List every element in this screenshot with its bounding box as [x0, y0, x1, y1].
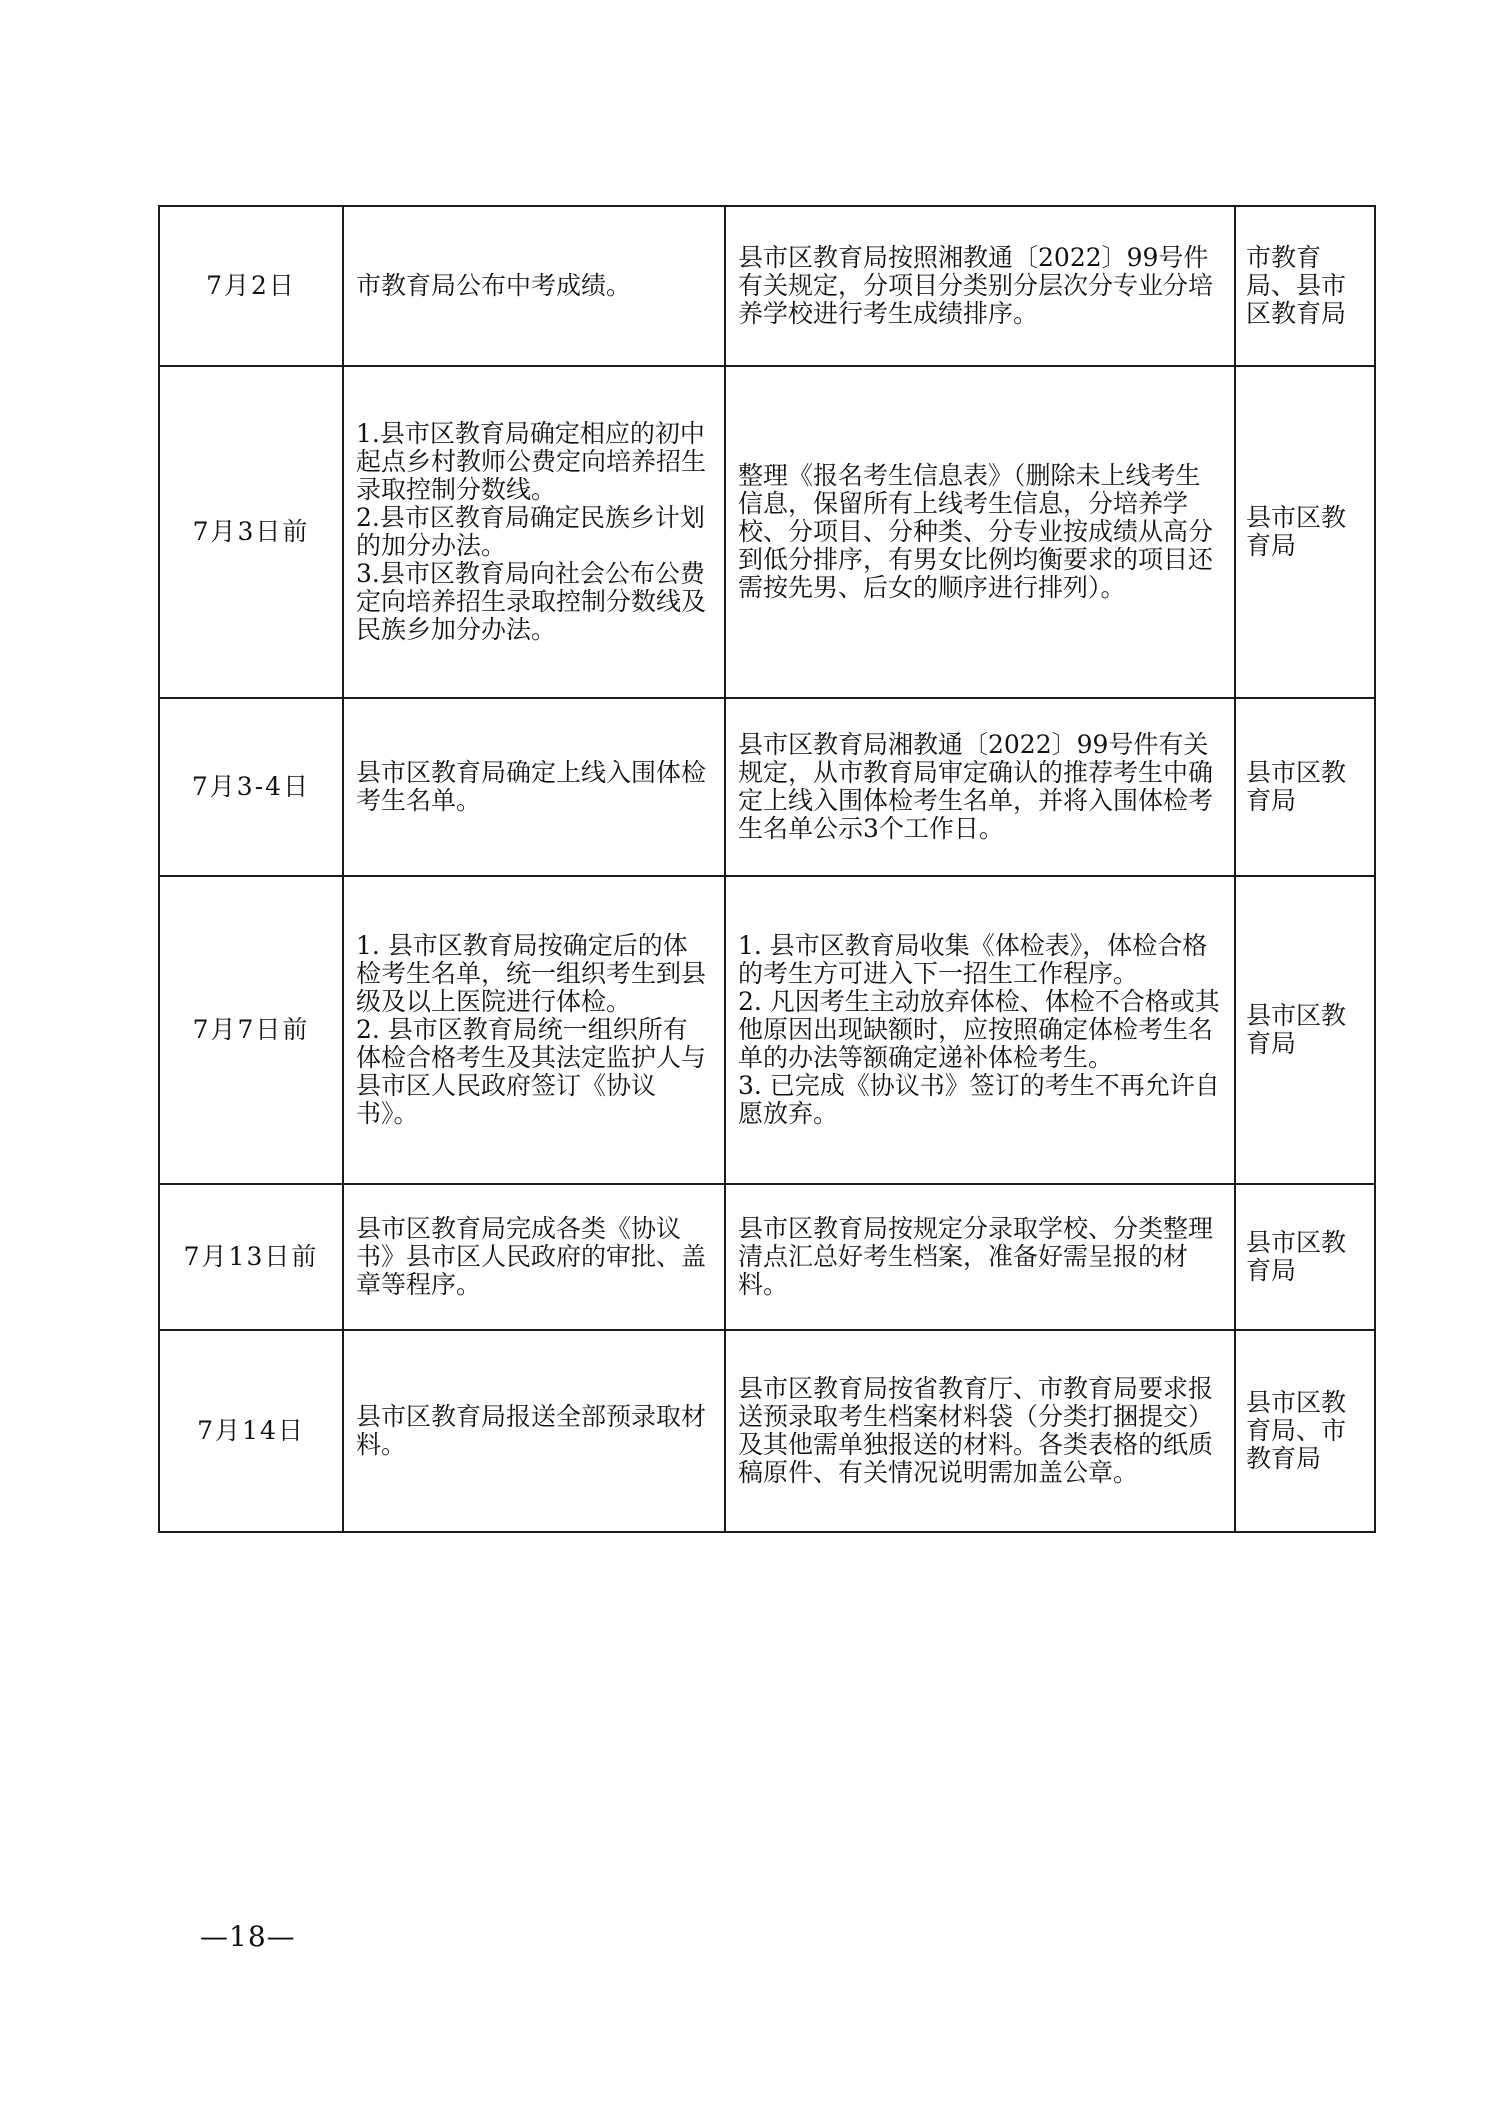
row-unit: 县市区教育局、市教育局 [1235, 1330, 1375, 1532]
table-row [159, 366, 1375, 698]
row-detail [725, 1184, 1235, 1330]
detail-line: 3. 已完成《协议书》签订的考生不再允许自愿放弃。 [738, 1071, 1220, 1128]
row-date: 7月14日 [159, 1330, 343, 1532]
task-line: 县市区教育局完成各类《协议书》县市区人民政府的审批、盖章等程序。 [356, 1214, 707, 1299]
detail-line: 1. 县市区教育局收集《体检表》，体检合格的考生方可进入下一招生工作程序。 [738, 931, 1208, 988]
row-date: 7月3日前 [159, 366, 343, 698]
row-date: 7月13日前 [159, 1184, 343, 1330]
row-detail [725, 206, 1235, 366]
row-date: 7月7日前 [159, 876, 343, 1184]
detail-line: 县市区教育局按省教育厅、市教育局要求报送预录取考生档案材料袋（分类打捆提交）及其他需单独报送的材料。各类表格的纸质稿原件、有关情况说明需加盖公章。 [738, 1374, 1214, 1487]
table-row [159, 876, 1375, 1184]
table-row [159, 1330, 1375, 1532]
row-unit: 市教育局、县市区教育局 [1235, 206, 1375, 366]
row-task [343, 206, 725, 366]
row-task [343, 366, 725, 698]
task-line: 1. 县市区教育局按确定后的体检考生名单，统一组织考生到县级及以上医院进行体检。 [356, 931, 707, 1016]
row-unit: 县市区教育局 [1235, 698, 1375, 876]
task-line: 2. 县市区教育局统一组织所有体检合格考生及其法定监护人与县市区人民政府签订《协议书》。 [356, 1015, 707, 1128]
row-unit: 县市区教育局 [1235, 876, 1375, 1184]
row-task [343, 698, 725, 876]
row-detail [725, 876, 1235, 1184]
row-task [343, 1330, 725, 1532]
detail-line: 整理《报名考生信息表》（删除未上线考生信息，保留所有上线考生信息，分培养学校、分项目、分种类、分专业按成绩从高分到低分排序，有男女比例均衡要求的项目还需按先男、后女的顺序进行排列）。 [738, 461, 1214, 602]
row-detail [725, 1330, 1235, 1532]
task-line: 市教育局公布中考成绩。 [356, 271, 632, 300]
detail-line: 县市区教育局按规定分录取学校、分类整理清点汇总好考生档案，准备好需呈报的材料。 [738, 1214, 1214, 1299]
row-date: 7月3-4日 [159, 698, 343, 876]
table-row [159, 1184, 1375, 1330]
task-line: 县市区教育局确定上线入围体检考生名单。 [356, 758, 707, 815]
row-task [343, 1184, 725, 1330]
row-detail [725, 698, 1235, 876]
row-task [343, 876, 725, 1184]
schedule-table [158, 205, 1376, 1533]
table-row [159, 206, 1375, 366]
row-unit: 县市区教育局 [1235, 1184, 1375, 1330]
detail-line: 2. 凡因考生主动放弃体检、体检不合格或其他原因出现缺额时，应按照确定体检考生名单的办法等额确定递补体检考生。 [738, 987, 1220, 1072]
page-number: —18— [200, 1920, 296, 1953]
row-unit: 县市区教育局 [1235, 366, 1375, 698]
task-line: 县市区教育局报送全部预录取材料。 [356, 1402, 707, 1459]
task-line: 1.县市区教育局确定相应的初中起点乡村教师公费定向培养招生录取控制分数线。 [356, 419, 707, 504]
task-line: 2.县市区教育局确定民族乡计划的加分办法。 [356, 503, 705, 560]
detail-line: 县市区教育局按照湘教通〔2022〕99号件有关规定，分项目分类别分层次分专业分培养学校进行考生成绩排序。 [738, 243, 1214, 328]
detail-line: 县市区教育局湘教通〔2022〕99号件有关规定，从市教育局审定确认的推荐考生中确定上线入围体检考生名单，并将入围体检考生名单公示3个工作日。 [738, 730, 1214, 843]
table-row [159, 698, 1375, 876]
task-line: 3.县市区教育局向社会公布公费定向培养招生录取控制分数线及民族乡加分办法。 [356, 559, 707, 644]
row-detail [725, 366, 1235, 698]
row-date: 7月2日 [159, 206, 343, 366]
